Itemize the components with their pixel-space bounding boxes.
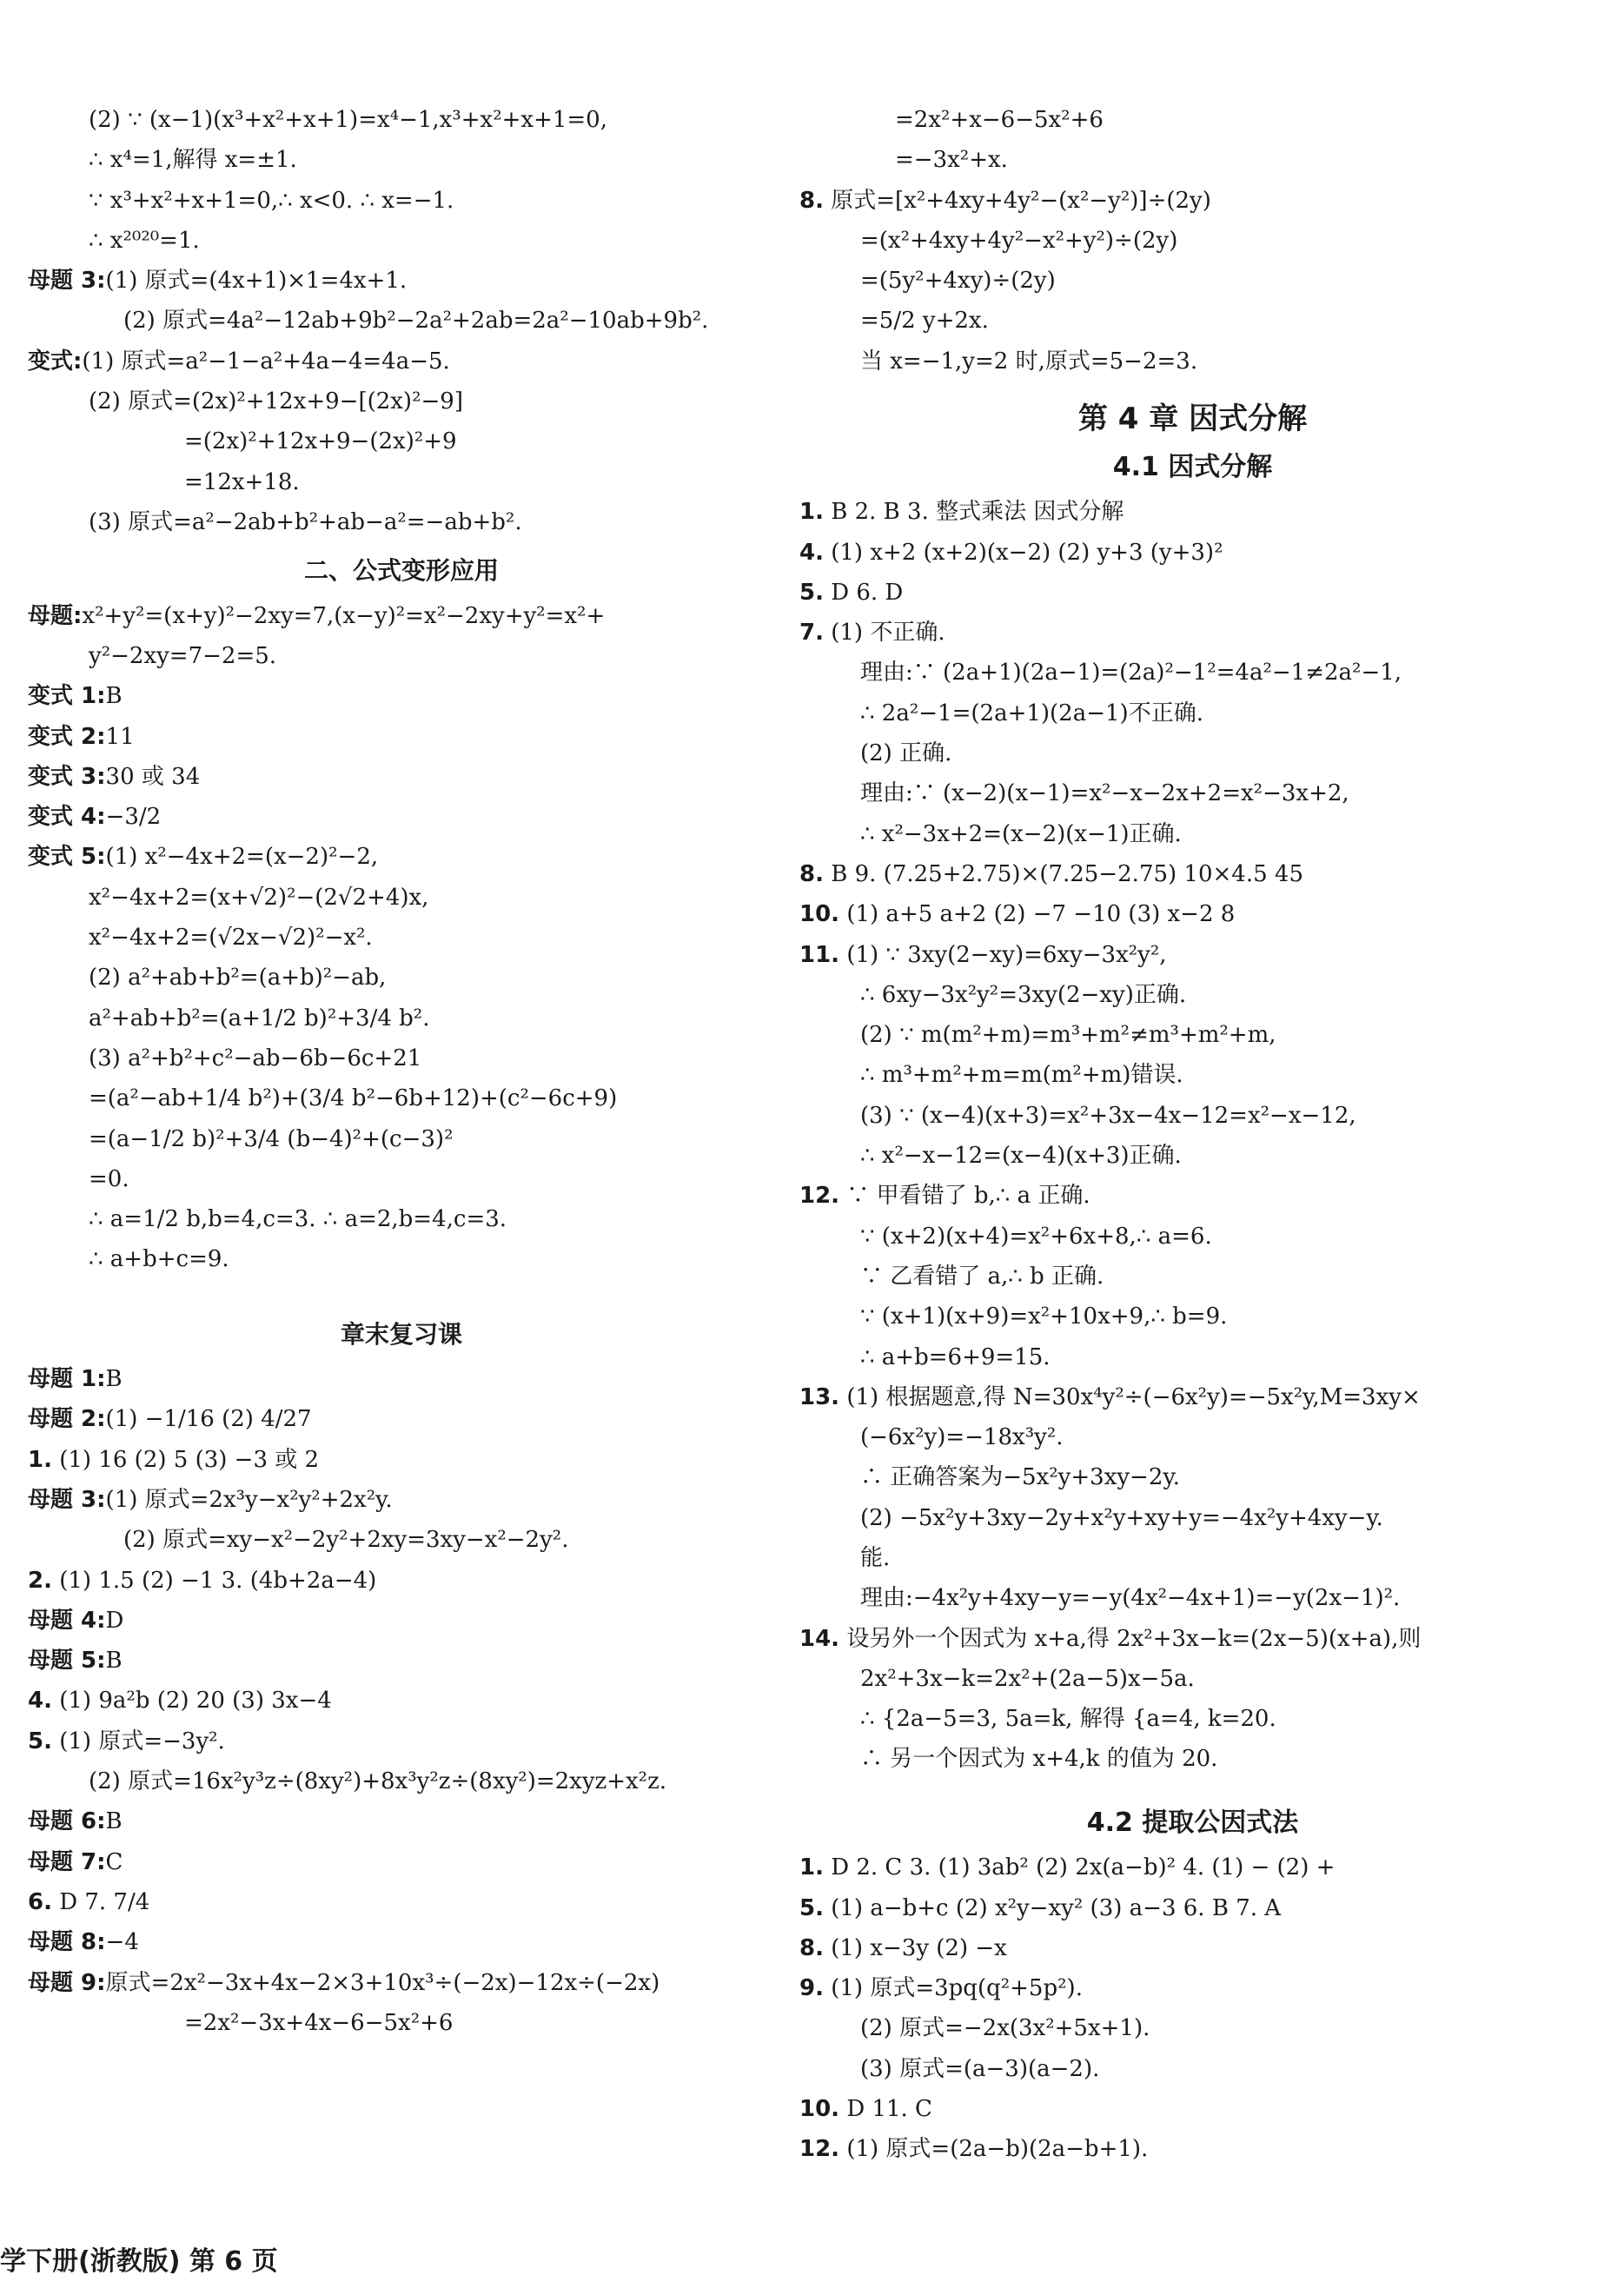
answer-line [28,344,775,379]
answer-line [799,1219,1586,1254]
answer-line [28,1522,775,1557]
answer-line [28,2006,775,2040]
answer-line [28,1925,775,1960]
answer-line [28,1001,775,1036]
answer-text: ∵ (x+2)(x+4)=x²+6x+8,∴ a=6. [860,1223,1212,1250]
answer-text: a²+ab+b²=(a+1/2 b)²+3/4 b². [89,1005,430,1031]
item-label: 5. [799,579,824,606]
answer-text: (1) 16 (2) 5 (3) −3 或 2 [51,1446,320,1473]
answer-text: (2) 原式=xy−x²−2y²+2xy=3xy−x²−2y². [123,1527,569,1554]
answer-text: =(a−1/2 b)²+3/4 (b−4)²+(c−3)² [89,1125,454,1152]
answer-line [28,223,775,258]
answer-text: D 2. C 3. (1) 3ab² (2) 2x(a−b)² 4. (1) − (2) + [823,1854,1336,1881]
answer-text: =0. [89,1165,129,1192]
answer-text: (−6x²y)=−18x³y². [860,1424,1064,1451]
item-label: 7. [799,620,824,647]
answer-text: =(a²−ab+1/4 b²)+(3/4 b²−6b+12)+(c²−6c+9) [89,1085,618,1112]
answer-line [799,938,1586,972]
answer-line [28,1885,775,1920]
answer-line [28,1563,775,1598]
answer-line [28,143,775,177]
answer-text: =(x²+4xy+4y²−x²+y²)÷(2y) [860,227,1178,254]
answer-text: (1) 原式=(4x+1)×1=4x+1. [105,268,408,295]
answer-line [28,1966,775,2000]
answer-line [28,1845,775,1880]
answer-line [799,2092,1586,2126]
item-label: 母题 8: [28,1929,106,1956]
answer-text: ∴ a+b+c=9. [89,1246,229,1273]
answer-text: (3) 原式=(a−3)(a−2). [860,2055,1100,2082]
answer-text: (2) 原式=4a²−12ab+9b²−2a²+2ab=2a²−10ab+9b². [123,308,709,335]
answer-text: ∵ 甲看错了 b,∴ a 正确. [839,1183,1090,1210]
answer-text: =(5y²+4xy)÷(2y) [860,268,1056,295]
answer-text: (1) 9a²b (2) 20 (3) 3x−4 [51,1688,332,1715]
item-label: 1. [799,499,824,526]
answer-line [799,1259,1586,1294]
answer-text: (2) ∵ m(m²+m)=m³+m²≠m³+m²+m, [860,1022,1276,1049]
answer-line [28,1643,775,1678]
answer-text: =12x+18. [184,468,300,495]
answer-text: (1) x+2 (x+2)(x−2) (2) y+3 (y+3)² [823,539,1223,566]
answer-line [28,1603,775,1638]
answer-line [799,1541,1586,1575]
answer-text: (2) 正确. [860,740,952,767]
answer-text: (1) 1.5 (2) −1 3. (4b+2a−4) [51,1567,377,1594]
answer-line [799,978,1586,1012]
item-label: 5. [28,1728,52,1754]
answer-text: (1) a+5 a+2 (2) −7 −10 (3) x−2 8 [839,901,1236,928]
answer-line [28,303,775,338]
answer-text: ∵ 乙看错了 a,∴ b 正确. [860,1263,1104,1290]
answer-text: 原式=[x²+4xy+4y²−(x²−y²)]÷(2y) [823,187,1211,214]
answer-text: B [105,1366,123,1393]
left-column [28,103,775,2046]
answer-line [799,1058,1586,1092]
item-label: 母题 3: [28,1486,106,1513]
answer-text: (1) 原式=(2a−b)(2a−b+1). [839,2136,1149,2163]
answer-line [799,817,1586,852]
answer-line [799,1701,1586,1736]
answer-line [799,1931,1586,1966]
answer-text: 能. [860,1544,891,1571]
item-label: 4. [28,1688,52,1715]
answer-line [799,535,1586,570]
answer-text: ∴ a=1/2 b,b=4,c=3. ∴ a=2,b=4,c=3. [89,1206,507,1233]
answer-line [799,1380,1586,1415]
answer-line [28,103,775,137]
item-label: 6. [28,1888,52,1915]
answer-text: (2) ∵ (x−1)(x³+x²+x+1)=x⁴−1,x³+x²+x+1=0, [89,107,607,133]
chapter-heading: 第 4 章 因式分解 [1077,401,1308,437]
answer-line [799,1460,1586,1495]
answer-line [799,776,1586,811]
answer-text: B 9. (7.25+2.75)×(7.25−2.75) 10×4.5 45 [823,860,1303,887]
item-label: 变式 3: [28,763,106,790]
answer-line [799,1850,1586,1885]
answer-line [799,1581,1586,1615]
answer-line [799,1741,1586,1776]
right-column [799,103,1586,2172]
answer-line [28,720,775,754]
answer-text: x²−4x+2=(x+√2)²−(2√2+4)x, [89,884,429,911]
answer-text: (1) 原式=−3y². [51,1728,225,1754]
answer-line [28,1162,775,1197]
answer-text: (1) 原式=3pq(q²+5p²). [823,1975,1083,2002]
answer-line [799,494,1586,529]
answer-line [28,1443,775,1477]
answer-line [799,2132,1586,2166]
answer-text: ∴ x²−x−12=(x−4)(x+3)正确. [860,1143,1182,1170]
item-label: 母题 1: [28,1366,106,1393]
item-label: 8. [799,860,824,887]
answer-line [799,1971,1586,2006]
answer-text: ∴ a+b=6+9=15. [860,1343,1051,1370]
answer-text: D 7. 7/4 [51,1888,150,1915]
item-label: 母题: [28,602,83,629]
answer-line [799,857,1586,892]
answer-text: 当 x=−1,y=2 时,原式=5−2=3. [860,348,1198,375]
answer-text: 理由:−4x²y+4xy−y=−y(4x²−4x+1)=−y(2x−1)². [860,1585,1401,1612]
item-label: 母题 5: [28,1648,106,1675]
section-heading: 章末复习课 [340,1319,462,1349]
answer-text: (1) x²−4x+2=(x−2)²−2, [105,844,379,871]
answer-line [28,263,775,298]
answer-line [799,2011,1586,2046]
answer-line [28,960,775,995]
answer-text: (1) 原式=2x³y−x²y²+2x²y. [105,1486,393,1513]
answer-line [28,1804,775,1839]
answer-text: =(2x)²+12x+9−(2x)²+9 [184,428,457,455]
item-label: 1. [799,1854,824,1881]
answer-line [28,465,775,500]
item-label: 9. [799,1975,824,2002]
item-label: 变式 1: [28,683,106,710]
item-label: 2. [28,1567,52,1594]
answer-text: B [105,683,123,710]
answer-text: ∴ 正确答案为−5x²y+3xy−2y. [860,1464,1180,1491]
answer-text: D 6. D [823,579,904,606]
answer-line [799,1340,1586,1375]
item-label: 11. [799,941,840,968]
answer-line [799,1420,1586,1455]
item-label: 5. [799,1894,824,1921]
answer-text: x²−4x+2=(√2x−√2)²−x². [89,925,373,952]
answer-line [28,1202,775,1237]
answer-line [799,344,1586,379]
answer-line [28,1242,775,1277]
answer-line [799,1178,1586,1213]
answer-line [799,2052,1586,2086]
item-label: 变式 4: [28,804,106,831]
item-label: 母题 9: [28,1969,106,1996]
answer-text: ∴ 2a²−1=(2a+1)(2a−1)不正确. [860,700,1203,726]
answer-text: B [105,1808,123,1835]
answer-text: C [105,1848,123,1875]
answer-line [28,1724,775,1759]
answer-text: ∵ (x+1)(x+9)=x²+10x+9,∴ b=9. [860,1303,1228,1330]
answer-text: (1) 原式=a²−1−a²+4a−4=4a−5. [82,348,450,375]
answer-line [28,799,775,834]
answer-text: (2) −5x²y+3xy−2y+x²y+xy+y=−4x²y+4xy−y. [860,1504,1383,1531]
answer-text: ∴ 6xy−3x²y²=3xy(2−xy)正确. [860,981,1187,1008]
answer-text: 11 [105,723,135,750]
answer-line [28,920,775,955]
item-label: 母题 7: [28,1848,106,1875]
answer-line [28,183,775,218]
answer-text: 30 或 34 [105,763,201,790]
item-label: 变式 5: [28,844,106,871]
answer-text: (1) 不正确. [823,620,945,647]
answer-line [799,103,1586,137]
answer-line [799,223,1586,258]
answer-line [799,1501,1586,1536]
item-label: 13. [799,1383,840,1410]
answer-line [799,183,1586,218]
answer-text: (2) a²+ab+b²=(a+b)²−ab, [89,965,387,992]
answer-text: =2x²+x−6−5x²+6 [895,107,1104,133]
answer-line [28,1764,775,1799]
answer-line [799,1018,1586,1052]
subsection-heading: 4.2 提取公因式法 [1086,1807,1299,1838]
answer-text: ∴ {2a−5=3, 5a=k, 解得 {a=4, k=20. [860,1706,1276,1733]
answer-text: (1) x−3y (2) −x [823,1934,1007,1961]
item-label: 12. [799,1183,840,1210]
answer-text: 原式=2x²−3x+4x−2×3+10x³÷(−2x)−12x÷(−2x) [105,1969,660,1996]
item-label: 12. [799,2136,840,2163]
item-label: 母题 3: [28,268,106,295]
answer-line [799,1891,1586,1926]
answer-line [799,696,1586,731]
answer-line [28,384,775,419]
answer-line [28,424,775,459]
answer-line [28,599,775,633]
answer-line [799,575,1586,610]
answer-text: ∴ m³+m²+m=m(m²+m)错误. [860,1062,1183,1089]
answer-text: B 2. B 3. 整式乘法 因式分解 [823,499,1124,526]
section-heading: 二、公式变形应用 [303,556,499,586]
answer-text: ∴ x²⁰²⁰=1. [89,227,200,254]
answer-text: ∵ x³+x²+x+1=0,∴ x<0. ∴ x=−1. [89,187,454,214]
answer-text: y²−2xy=7−2=5. [89,642,277,669]
answer-line [28,639,775,673]
answer-line [28,505,775,540]
answer-line [799,263,1586,298]
answer-text: ∴ x⁴=1,解得 x=±1. [89,147,297,174]
answer-line [28,1122,775,1157]
item-label: 4. [799,539,824,566]
answer-line [28,880,775,915]
answer-text: 设另外一个因式为 x+a,得 2x²+3x−k=(2x−5)(x+a),则 [839,1625,1422,1652]
answer-text: (3) 原式=a²−2ab+b²+ab−a²=−ab+b². [89,508,522,535]
answer-line [28,1081,775,1116]
answer-text: (2) 原式=(2x)²+12x+9−[(2x)²−9] [89,388,463,415]
item-label: 母题 2: [28,1406,106,1433]
answer-line [799,655,1586,690]
spacer [799,1782,1586,1803]
answer-text: −3/2 [105,804,162,831]
answer-text: =2x²−3x+4x−6−5x²+6 [184,2009,454,2036]
answer-text: (1) −1/16 (2) 4/27 [105,1406,312,1433]
answer-text: 2x²+3x−k=2x²+(2a−5)x−5a. [860,1665,1195,1692]
answer-line [799,1098,1586,1133]
item-label: 变式: [28,348,83,375]
answer-text: (1) a−b+c (2) x²y−xy² (3) a−3 6. B 7. A [823,1894,1282,1921]
answer-line [28,759,775,794]
answer-text: (2) 原式=16x²y³z÷(8xy²)+8x³y²z÷(8xy²)=2xyz+x²z. [89,1768,667,1795]
answer-text: B [105,1648,123,1675]
answer-text: (1) ∵ 3xy(2−xy)=6xy−3x²y², [839,941,1167,968]
item-label: 14. [799,1625,840,1652]
answer-text: 理由:∵ (2a+1)(2a−1)=(2a)²−1²=4a²−1≠2a²−1, [860,660,1402,687]
item-label: 10. [799,2096,840,2123]
item-label: 母题 6: [28,1808,106,1835]
item-label: 10. [799,901,840,928]
item-label: 1. [28,1446,52,1473]
answer-line [799,1299,1586,1334]
answer-line [28,1402,775,1436]
answer-line [799,736,1586,771]
answer-line [28,1683,775,1718]
answer-text: ∴ 另一个因式为 x+4,k 的值为 20. [860,1746,1218,1773]
answer-text: (2) 原式=−2x(3x²+5x+1). [860,2015,1150,2042]
answer-text: ∴ x²−3x+2=(x−2)(x−1)正确. [860,820,1182,847]
answer-text: D 11. C [839,2096,932,2123]
subsection-heading: 4.1 因式分解 [1112,451,1273,482]
answer-text: 理由:∵ (x−2)(x−1)=x²−x−2x+2=x²−3x+2, [860,780,1349,807]
answer-text: D [105,1607,124,1634]
spacer [28,1283,775,1303]
page-footer: 学下册(浙教版) 第 6 页 [0,2246,278,2277]
answer-line [28,839,775,874]
answer-line [799,1138,1586,1173]
answer-text: (3) a²+b²+c²−ab−6b−6c+21 [89,1045,422,1071]
answer-line [799,615,1586,650]
answer-line [799,143,1586,177]
answer-text: −4 [105,1929,139,1956]
answer-line [28,1482,775,1517]
answer-line [799,1622,1586,1656]
answer-line [799,303,1586,338]
item-label: 母题 4: [28,1607,106,1634]
answer-line [799,1662,1586,1696]
answer-text: (1) 根据题意,得 N=30x⁴y²÷(−6x²y)=−5x²y,M=3xy× [839,1383,1421,1410]
answer-text: (3) ∵ (x−4)(x+3)=x²+3x−4x−12=x²−x−12, [860,1102,1356,1129]
item-label: 8. [799,187,824,214]
item-label: 变式 2: [28,723,106,750]
answer-text: =−3x²+x. [895,147,1008,174]
answer-text: =5/2 y+2x. [860,308,989,335]
answer-line [28,1041,775,1076]
answer-line [799,897,1586,932]
answer-line [28,679,775,713]
answer-text: x²+y²=(x+y)²−2xy=7,(x−y)²=x²−2xy+y²=x²+ [82,602,606,629]
item-label: 8. [799,1934,824,1961]
answer-line [28,1362,775,1396]
